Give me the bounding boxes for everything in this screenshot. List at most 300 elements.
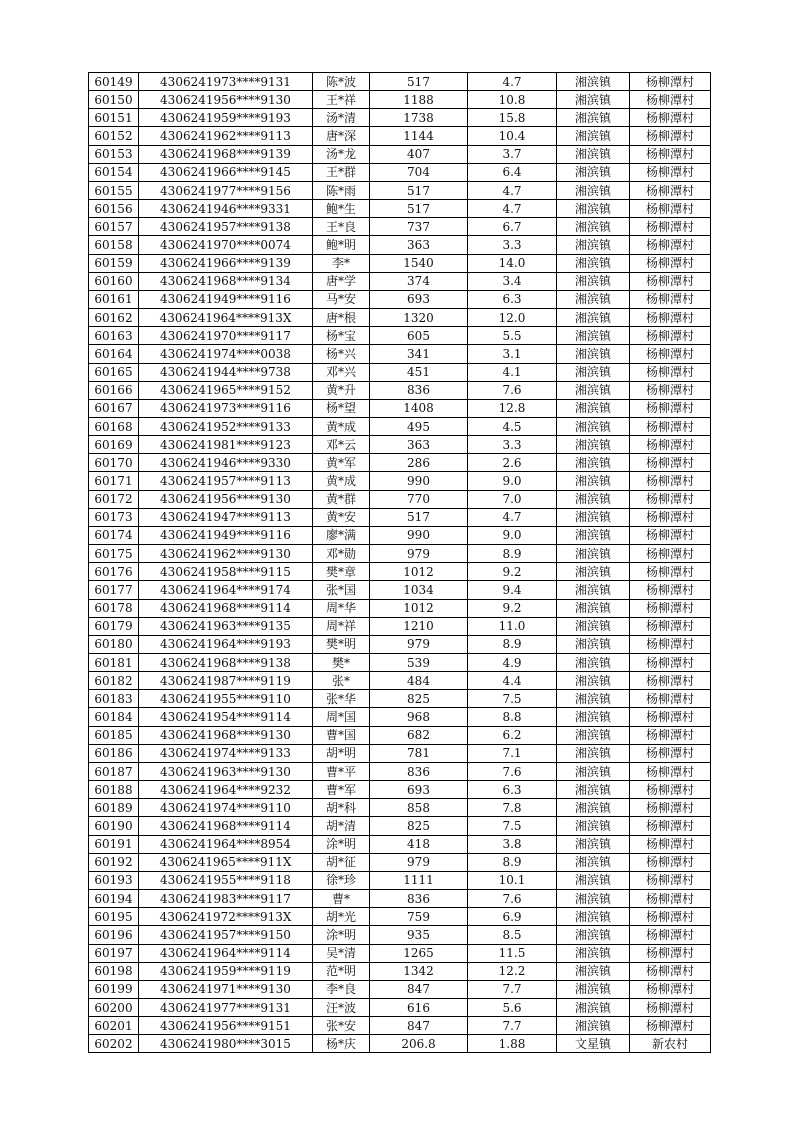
table-row xyxy=(89,163,711,181)
cell-amount: 770 xyxy=(370,490,468,508)
cell-village: 杨柳潭村 xyxy=(630,309,711,327)
table-row xyxy=(89,218,711,236)
cell-amount: 451 xyxy=(370,363,468,381)
table-row xyxy=(89,272,711,290)
cell-sequence-number: 60157 xyxy=(89,218,139,236)
cell-village: 杨柳潭村 xyxy=(630,871,711,889)
cell-village: 杨柳潭村 xyxy=(630,327,711,345)
cell-amount: 935 xyxy=(370,926,468,944)
cell-amount: 836 xyxy=(370,762,468,780)
cell-masked-name: 杨*兴 xyxy=(313,345,370,363)
cell-masked-name: 鲍*生 xyxy=(313,200,370,218)
cell-masked-name: 胡*征 xyxy=(313,853,370,871)
table-row xyxy=(89,145,711,163)
cell-sequence-number: 60175 xyxy=(89,545,139,563)
cell-village: 杨柳潭村 xyxy=(630,853,711,871)
cell-village: 杨柳潭村 xyxy=(630,399,711,417)
cell-masked-name: 张* xyxy=(313,672,370,690)
cell-village: 杨柳潭村 xyxy=(630,91,711,109)
cell-rate: 5.5 xyxy=(468,327,557,345)
table-row xyxy=(89,998,711,1016)
cell-rate: 7.1 xyxy=(468,744,557,762)
cell-rate: 11.5 xyxy=(468,944,557,962)
cell-rate: 9.4 xyxy=(468,581,557,599)
cell-sequence-number: 60178 xyxy=(89,599,139,617)
table-row xyxy=(89,762,711,780)
cell-masked-name: 樊*明 xyxy=(313,635,370,653)
cell-rate: 3.3 xyxy=(468,236,557,254)
cell-amount: 990 xyxy=(370,472,468,490)
cell-amount: 616 xyxy=(370,998,468,1016)
cell-rate: 12.8 xyxy=(468,399,557,417)
cell-amount: 682 xyxy=(370,726,468,744)
table-row xyxy=(89,853,711,871)
table-row xyxy=(89,508,711,526)
cell-village: 杨柳潭村 xyxy=(630,708,711,726)
table-row xyxy=(89,672,711,690)
cell-masked-id-number: 4306241944****9738 xyxy=(139,363,313,381)
cell-town: 湘滨镇 xyxy=(557,799,630,817)
cell-amount: 759 xyxy=(370,908,468,926)
cell-masked-id-number: 4306241974****9110 xyxy=(139,799,313,817)
cell-masked-id-number: 4306241968****9134 xyxy=(139,272,313,290)
cell-rate: 7.7 xyxy=(468,1017,557,1035)
cell-sequence-number: 60182 xyxy=(89,672,139,690)
table-row xyxy=(89,654,711,672)
cell-sequence-number: 60165 xyxy=(89,363,139,381)
cell-amount: 517 xyxy=(370,181,468,199)
cell-rate: 10.8 xyxy=(468,91,557,109)
cell-rate: 8.9 xyxy=(468,545,557,563)
cell-town: 湘滨镇 xyxy=(557,908,630,926)
table-row xyxy=(89,181,711,199)
cell-village: 杨柳潭村 xyxy=(630,145,711,163)
cell-sequence-number: 60194 xyxy=(89,890,139,908)
cell-sequence-number: 60195 xyxy=(89,908,139,926)
cell-amount: 858 xyxy=(370,799,468,817)
table-row xyxy=(89,545,711,563)
cell-masked-name: 唐*学 xyxy=(313,272,370,290)
cell-masked-name: 黄*军 xyxy=(313,454,370,472)
cell-rate: 7.8 xyxy=(468,799,557,817)
cell-masked-id-number: 4306241959****9119 xyxy=(139,962,313,980)
cell-amount: 781 xyxy=(370,744,468,762)
cell-masked-name: 马*安 xyxy=(313,290,370,308)
table-row xyxy=(89,599,711,617)
cell-amount: 1408 xyxy=(370,399,468,417)
cell-town: 湘滨镇 xyxy=(557,944,630,962)
cell-masked-id-number: 4306241946****9330 xyxy=(139,454,313,472)
cell-town: 湘滨镇 xyxy=(557,181,630,199)
cell-masked-name: 胡*清 xyxy=(313,817,370,835)
cell-village: 新农村 xyxy=(630,1035,711,1053)
cell-village: 杨柳潭村 xyxy=(630,980,711,998)
cell-rate: 8.8 xyxy=(468,708,557,726)
cell-sequence-number: 60193 xyxy=(89,871,139,889)
cell-sequence-number: 60164 xyxy=(89,345,139,363)
cell-amount: 1540 xyxy=(370,254,468,272)
cell-amount: 605 xyxy=(370,327,468,345)
cell-masked-id-number: 4306241963****9135 xyxy=(139,617,313,635)
cell-amount: 341 xyxy=(370,345,468,363)
cell-town: 湘滨镇 xyxy=(557,163,630,181)
cell-town: 湘滨镇 xyxy=(557,73,630,91)
table-row xyxy=(89,1035,711,1053)
cell-village: 杨柳潭村 xyxy=(630,200,711,218)
cell-rate: 1.88 xyxy=(468,1035,557,1053)
cell-sequence-number: 60200 xyxy=(89,998,139,1016)
cell-village: 杨柳潭村 xyxy=(630,236,711,254)
cell-village: 杨柳潭村 xyxy=(630,672,711,690)
cell-masked-name: 王*祥 xyxy=(313,91,370,109)
cell-rate: 3.4 xyxy=(468,272,557,290)
cell-town: 湘滨镇 xyxy=(557,508,630,526)
cell-sequence-number: 60184 xyxy=(89,708,139,726)
cell-masked-name: 周*华 xyxy=(313,599,370,617)
cell-amount: 979 xyxy=(370,635,468,653)
cell-town: 湘滨镇 xyxy=(557,454,630,472)
table-row xyxy=(89,980,711,998)
cell-village: 杨柳潭村 xyxy=(630,363,711,381)
cell-sequence-number: 60183 xyxy=(89,690,139,708)
cell-masked-name: 黄*升 xyxy=(313,381,370,399)
cell-rate: 3.3 xyxy=(468,436,557,454)
table-row xyxy=(89,127,711,145)
cell-rate: 6.9 xyxy=(468,908,557,926)
cell-town: 湘滨镇 xyxy=(557,1017,630,1035)
table-row xyxy=(89,708,711,726)
cell-amount: 990 xyxy=(370,526,468,544)
cell-sequence-number: 60201 xyxy=(89,1017,139,1035)
cell-sequence-number: 60170 xyxy=(89,454,139,472)
cell-village: 杨柳潭村 xyxy=(630,744,711,762)
cell-sequence-number: 60176 xyxy=(89,563,139,581)
cell-masked-name: 张*安 xyxy=(313,1017,370,1035)
cell-masked-id-number: 4306241965****9152 xyxy=(139,381,313,399)
table-row xyxy=(89,1017,711,1035)
cell-sequence-number: 60152 xyxy=(89,127,139,145)
cell-sequence-number: 60202 xyxy=(89,1035,139,1053)
cell-amount: 1342 xyxy=(370,962,468,980)
table-row xyxy=(89,635,711,653)
cell-amount: 517 xyxy=(370,508,468,526)
cell-amount: 847 xyxy=(370,980,468,998)
cell-town: 湘滨镇 xyxy=(557,109,630,127)
cell-masked-name: 汤*龙 xyxy=(313,145,370,163)
cell-amount: 407 xyxy=(370,145,468,163)
cell-sequence-number: 60197 xyxy=(89,944,139,962)
cell-rate: 9.2 xyxy=(468,563,557,581)
cell-masked-name: 吴*清 xyxy=(313,944,370,962)
cell-sequence-number: 60151 xyxy=(89,109,139,127)
cell-masked-id-number: 4306241974****9133 xyxy=(139,744,313,762)
cell-masked-id-number: 4306241952****9133 xyxy=(139,417,313,435)
cell-rate: 7.0 xyxy=(468,490,557,508)
cell-masked-id-number: 4306241955****9110 xyxy=(139,690,313,708)
cell-sequence-number: 60162 xyxy=(89,309,139,327)
cell-town: 湘滨镇 xyxy=(557,998,630,1016)
cell-town: 湘滨镇 xyxy=(557,708,630,726)
cell-amount: 836 xyxy=(370,890,468,908)
cell-town: 湘滨镇 xyxy=(557,962,630,980)
cell-rate: 14.0 xyxy=(468,254,557,272)
cell-sequence-number: 60160 xyxy=(89,272,139,290)
cell-sequence-number: 60155 xyxy=(89,181,139,199)
cell-masked-name: 唐*深 xyxy=(313,127,370,145)
cell-amount: 836 xyxy=(370,381,468,399)
cell-town: 湘滨镇 xyxy=(557,599,630,617)
cell-masked-id-number: 4306241968****9114 xyxy=(139,599,313,617)
cell-masked-name: 唐*根 xyxy=(313,309,370,327)
cell-masked-id-number: 4306241949****9116 xyxy=(139,526,313,544)
cell-amount: 374 xyxy=(370,272,468,290)
cell-town: 湘滨镇 xyxy=(557,381,630,399)
cell-masked-id-number: 4306241977****9131 xyxy=(139,998,313,1016)
cell-sequence-number: 60163 xyxy=(89,327,139,345)
cell-masked-name: 王*良 xyxy=(313,218,370,236)
cell-masked-id-number: 4306241964****9193 xyxy=(139,635,313,653)
cell-sequence-number: 60198 xyxy=(89,962,139,980)
cell-sequence-number: 60187 xyxy=(89,762,139,780)
table-row xyxy=(89,309,711,327)
table-row xyxy=(89,73,711,91)
cell-rate: 10.4 xyxy=(468,127,557,145)
cell-rate: 15.8 xyxy=(468,109,557,127)
cell-amount: 495 xyxy=(370,417,468,435)
table-row xyxy=(89,617,711,635)
cell-masked-name: 曹*国 xyxy=(313,726,370,744)
cell-rate: 8.9 xyxy=(468,635,557,653)
cell-town: 湘滨镇 xyxy=(557,744,630,762)
table-row xyxy=(89,417,711,435)
cell-town: 湘滨镇 xyxy=(557,127,630,145)
cell-village: 杨柳潭村 xyxy=(630,109,711,127)
cell-town: 湘滨镇 xyxy=(557,309,630,327)
cell-sequence-number: 60169 xyxy=(89,436,139,454)
cell-masked-id-number: 4306241968****9139 xyxy=(139,145,313,163)
cell-masked-name: 张*国 xyxy=(313,581,370,599)
cell-village: 杨柳潭村 xyxy=(630,436,711,454)
cell-town: 湘滨镇 xyxy=(557,853,630,871)
cell-rate: 7.5 xyxy=(468,817,557,835)
cell-rate: 12.0 xyxy=(468,309,557,327)
cell-rate: 10.1 xyxy=(468,871,557,889)
cell-town: 湘滨镇 xyxy=(557,635,630,653)
cell-masked-name: 胡*光 xyxy=(313,908,370,926)
cell-masked-id-number: 4306241963****9130 xyxy=(139,762,313,780)
cell-town: 湘滨镇 xyxy=(557,327,630,345)
table-row xyxy=(89,726,711,744)
cell-masked-name: 涂*明 xyxy=(313,835,370,853)
records-table-body xyxy=(89,73,711,1053)
cell-masked-id-number: 4306241957****9138 xyxy=(139,218,313,236)
cell-amount: 1034 xyxy=(370,581,468,599)
cell-masked-id-number: 4306241962****9113 xyxy=(139,127,313,145)
cell-masked-id-number: 4306241971****9130 xyxy=(139,980,313,998)
cell-masked-id-number: 4306241966****9139 xyxy=(139,254,313,272)
cell-village: 杨柳潭村 xyxy=(630,1017,711,1035)
cell-masked-name: 陈*波 xyxy=(313,73,370,91)
cell-town: 湘滨镇 xyxy=(557,218,630,236)
cell-rate: 7.6 xyxy=(468,762,557,780)
cell-town: 湘滨镇 xyxy=(557,926,630,944)
cell-town: 湘滨镇 xyxy=(557,526,630,544)
cell-rate: 11.0 xyxy=(468,617,557,635)
cell-masked-id-number: 4306241964****9114 xyxy=(139,944,313,962)
table-row xyxy=(89,109,711,127)
cell-masked-id-number: 4306241966****9145 xyxy=(139,163,313,181)
table-row xyxy=(89,436,711,454)
cell-town: 湘滨镇 xyxy=(557,545,630,563)
cell-sequence-number: 60185 xyxy=(89,726,139,744)
cell-sequence-number: 60171 xyxy=(89,472,139,490)
cell-masked-id-number: 4306241968****9114 xyxy=(139,817,313,835)
cell-rate: 4.7 xyxy=(468,200,557,218)
cell-rate: 6.3 xyxy=(468,290,557,308)
cell-rate: 4.7 xyxy=(468,508,557,526)
cell-rate: 6.3 xyxy=(468,781,557,799)
cell-village: 杨柳潭村 xyxy=(630,73,711,91)
cell-rate: 4.7 xyxy=(468,181,557,199)
table-row xyxy=(89,926,711,944)
cell-masked-name: 汤*清 xyxy=(313,109,370,127)
cell-town: 湘滨镇 xyxy=(557,363,630,381)
cell-masked-name: 李* xyxy=(313,254,370,272)
cell-rate: 8.5 xyxy=(468,926,557,944)
cell-sequence-number: 60199 xyxy=(89,980,139,998)
table-row xyxy=(89,781,711,799)
cell-village: 杨柳潭村 xyxy=(630,762,711,780)
cell-town: 湘滨镇 xyxy=(557,145,630,163)
cell-masked-name: 黄*成 xyxy=(313,472,370,490)
table-row xyxy=(89,690,711,708)
cell-amount: 418 xyxy=(370,835,468,853)
cell-masked-name: 樊* xyxy=(313,654,370,672)
cell-town: 湘滨镇 xyxy=(557,980,630,998)
cell-masked-name: 曹*平 xyxy=(313,762,370,780)
cell-sequence-number: 60177 xyxy=(89,581,139,599)
cell-masked-name: 曹* xyxy=(313,890,370,908)
cell-village: 杨柳潭村 xyxy=(630,272,711,290)
cell-masked-name: 周*国 xyxy=(313,708,370,726)
cell-rate: 6.4 xyxy=(468,163,557,181)
cell-village: 杨柳潭村 xyxy=(630,563,711,581)
cell-masked-name: 胡*科 xyxy=(313,799,370,817)
cell-town: 湘滨镇 xyxy=(557,762,630,780)
cell-rate: 7.6 xyxy=(468,381,557,399)
cell-amount: 286 xyxy=(370,454,468,472)
cell-amount: 1210 xyxy=(370,617,468,635)
cell-masked-name: 范*明 xyxy=(313,962,370,980)
cell-amount: 737 xyxy=(370,218,468,236)
table-row xyxy=(89,563,711,581)
cell-masked-name: 杨*宝 xyxy=(313,327,370,345)
cell-rate: 4.9 xyxy=(468,654,557,672)
cell-amount: 825 xyxy=(370,690,468,708)
cell-masked-id-number: 4306241964****913X xyxy=(139,309,313,327)
table-row xyxy=(89,581,711,599)
cell-town: 湘滨镇 xyxy=(557,436,630,454)
cell-village: 杨柳潭村 xyxy=(630,218,711,236)
cell-town: 湘滨镇 xyxy=(557,563,630,581)
cell-rate: 6.2 xyxy=(468,726,557,744)
cell-village: 杨柳潭村 xyxy=(630,490,711,508)
cell-town: 湘滨镇 xyxy=(557,472,630,490)
cell-masked-name: 周*祥 xyxy=(313,617,370,635)
cell-amount: 693 xyxy=(370,290,468,308)
cell-masked-id-number: 4306241970****0074 xyxy=(139,236,313,254)
cell-masked-id-number: 4306241974****0038 xyxy=(139,345,313,363)
cell-sequence-number: 60154 xyxy=(89,163,139,181)
cell-masked-id-number: 4306241968****9138 xyxy=(139,654,313,672)
cell-masked-id-number: 4306241980****3015 xyxy=(139,1035,313,1053)
cell-town: 湘滨镇 xyxy=(557,272,630,290)
cell-sequence-number: 60174 xyxy=(89,526,139,544)
cell-amount: 847 xyxy=(370,1017,468,1035)
cell-village: 杨柳潭村 xyxy=(630,181,711,199)
cell-village: 杨柳潭村 xyxy=(630,835,711,853)
cell-sequence-number: 60150 xyxy=(89,91,139,109)
cell-village: 杨柳潭村 xyxy=(630,472,711,490)
cell-sequence-number: 60180 xyxy=(89,635,139,653)
cell-masked-name: 黄*安 xyxy=(313,508,370,526)
cell-masked-name: 鲍*明 xyxy=(313,236,370,254)
cell-town: 湘滨镇 xyxy=(557,835,630,853)
cell-masked-name: 陈*雨 xyxy=(313,181,370,199)
table-row xyxy=(89,490,711,508)
table-row xyxy=(89,345,711,363)
cell-town: 湘滨镇 xyxy=(557,690,630,708)
table-row xyxy=(89,908,711,926)
cell-town: 湘滨镇 xyxy=(557,890,630,908)
cell-masked-name: 张*华 xyxy=(313,690,370,708)
table-row xyxy=(89,290,711,308)
cell-masked-id-number: 4306241954****9114 xyxy=(139,708,313,726)
cell-amount: 979 xyxy=(370,545,468,563)
cell-village: 杨柳潭村 xyxy=(630,381,711,399)
cell-town: 湘滨镇 xyxy=(557,290,630,308)
cell-sequence-number: 60191 xyxy=(89,835,139,853)
cell-masked-id-number: 4306241949****9116 xyxy=(139,290,313,308)
cell-amount: 968 xyxy=(370,708,468,726)
cell-amount: 704 xyxy=(370,163,468,181)
cell-village: 杨柳潭村 xyxy=(630,690,711,708)
table-row xyxy=(89,200,711,218)
cell-amount: 484 xyxy=(370,672,468,690)
cell-masked-name: 汪*波 xyxy=(313,998,370,1016)
cell-village: 杨柳潭村 xyxy=(630,944,711,962)
cell-masked-name: 廖*满 xyxy=(313,526,370,544)
cell-village: 杨柳潭村 xyxy=(630,163,711,181)
cell-town: 湘滨镇 xyxy=(557,617,630,635)
cell-sequence-number: 60181 xyxy=(89,654,139,672)
cell-village: 杨柳潭村 xyxy=(630,417,711,435)
cell-masked-id-number: 4306241962****9130 xyxy=(139,545,313,563)
cell-town: 湘滨镇 xyxy=(557,817,630,835)
cell-sequence-number: 60179 xyxy=(89,617,139,635)
cell-rate: 3.8 xyxy=(468,835,557,853)
cell-rate: 12.2 xyxy=(468,962,557,980)
cell-rate: 4.1 xyxy=(468,363,557,381)
cell-masked-id-number: 4306241956****9130 xyxy=(139,490,313,508)
cell-rate: 5.6 xyxy=(468,998,557,1016)
cell-sequence-number: 60189 xyxy=(89,799,139,817)
cell-masked-id-number: 4306241964****8954 xyxy=(139,835,313,853)
cell-masked-name: 胡*明 xyxy=(313,744,370,762)
cell-masked-id-number: 4306241956****9130 xyxy=(139,91,313,109)
cell-town: 湘滨镇 xyxy=(557,345,630,363)
cell-village: 杨柳潭村 xyxy=(630,599,711,617)
